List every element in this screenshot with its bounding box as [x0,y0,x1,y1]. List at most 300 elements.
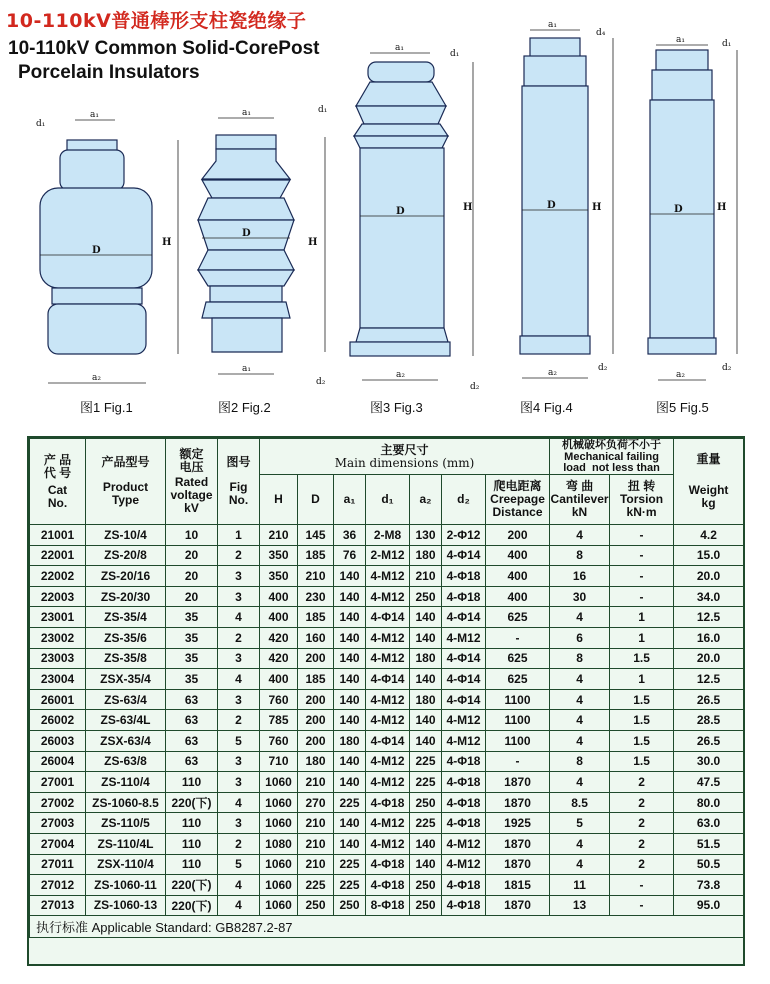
header-weight-cn: 重量 [696,452,721,466]
cell-product-type: ZS-63/4 [86,689,166,710]
cell-a2: 250 [410,792,442,813]
cell-torsion: - [610,545,674,566]
cell-creepage: 625 [486,607,550,628]
cell-D: 210 [298,566,334,587]
cell-product-type: ZS-1060-11 [86,875,166,896]
fig3-d2-label: d₂ [470,382,480,392]
cell-rated-voltage: 63 [166,751,218,772]
cell-a2: 225 [410,751,442,772]
cell-creepage: 625 [486,648,550,669]
cell-product-type: ZS-1060-8.5 [86,792,166,813]
cell-d1: 4-Φ18 [366,875,410,896]
cell-d2: 4-M12 [442,730,486,751]
cell-cantilever: 8 [550,751,610,772]
cell-d2: 4-M12 [442,710,486,731]
cell-rated-voltage: 20 [166,586,218,607]
fig1-a2-label: a₂ [92,373,101,383]
cell-a1: 140 [334,607,366,628]
cell-a1: 140 [334,710,366,731]
fig4-d2-label: d₂ [598,363,608,373]
cell-a1: 140 [334,648,366,669]
header-product-en: Product Type [102,480,149,507]
cell-d2: 4-Φ18 [442,566,486,587]
cell-d1: 2-M12 [366,545,410,566]
fig4-d4-label: d₄ [596,28,606,38]
cell-D: 160 [298,627,334,648]
cell-rated-voltage: 63 [166,710,218,731]
cell-creepage: 1870 [486,895,550,916]
cell-cantilever: 8 [550,545,610,566]
cell-a2: 180 [410,545,442,566]
cell-weight: 28.5 [674,710,744,731]
figure-4-caption: 图4 Fig.4 [520,400,573,415]
cell-weight: 34.0 [674,586,744,607]
cell-a1: 140 [334,566,366,587]
header-voltage-en: Rated voltage kV [170,475,213,515]
cell-H: 350 [260,566,298,587]
fig5-a2-label: a₂ [676,370,685,380]
cell-a1: 140 [334,627,366,648]
cell-cat-no: 23003 [30,648,86,669]
cell-D: 145 [298,525,334,546]
cell-H: 1060 [260,895,298,916]
cell-d2: 4-Φ18 [442,772,486,793]
cell-fig-no: 3 [218,648,260,669]
cell-a2: 140 [410,669,442,690]
cell-weight: 16.0 [674,627,744,648]
cell-d2: 4-M12 [442,833,486,854]
header-creep-en: Creepage Distance [490,492,545,519]
fig1-H-label: H [162,237,172,248]
cell-cantilever: 16 [550,566,610,587]
cell-fig-no: 4 [218,669,260,690]
cell-cat-no: 22001 [30,545,86,566]
applicable-standard: 执行标准 Applicable Standard: GB8287.2-87 [30,916,744,938]
cell-d2: 4-Φ18 [442,875,486,896]
fig3-H-label: H [463,202,473,213]
header-weight-en: Weight kg [688,483,729,510]
cell-d2: 4-Φ14 [442,545,486,566]
cell-H: 420 [260,627,298,648]
cell-d1: 4-M12 [366,566,410,587]
cell-torsion: - [610,895,674,916]
header-cant-cn: 弯 曲 [565,479,594,493]
cell-creepage: - [486,627,550,648]
cell-cat-no: 23004 [30,669,86,690]
header-d2: d₂ [442,475,486,525]
cell-H: 760 [260,689,298,710]
table-row [30,875,744,896]
header-cat-no [30,439,86,525]
cell-cantilever: 4 [550,607,610,628]
cell-d1: 4-Φ18 [366,854,410,875]
cell-a1: 180 [334,730,366,751]
cell-fig-no: 2 [218,545,260,566]
table-row [30,833,744,854]
fig2-a1-label: a₁ [242,108,251,118]
cell-a2: 250 [410,895,442,916]
header-main-en: Main dimensions (mm) [334,455,475,470]
header-voltage-cn: 额定 电压 [179,447,204,474]
fig1-D-label: D [92,245,101,256]
cell-a1: 140 [334,813,366,834]
fig4-H-label: H [592,202,602,213]
header-mech-en: Mechanical failing load not less than [563,451,660,474]
cell-weight: 20.0 [674,648,744,669]
cell-product-type: ZS-1060-13 [86,895,166,916]
cell-fig-no: 4 [218,607,260,628]
cell-fig-no: 3 [218,586,260,607]
cell-D: 250 [298,895,334,916]
cell-a2: 250 [410,586,442,607]
cell-H: 1060 [260,854,298,875]
cell-creepage: 1815 [486,875,550,896]
cell-cantilever: 4 [550,854,610,875]
cell-product-type: ZS-20/16 [86,566,166,587]
cell-H: 1060 [260,772,298,793]
cell-cat-no: 27011 [30,854,86,875]
fig2-D-label: D [242,228,251,239]
cell-a2: 225 [410,772,442,793]
cell-product-type: ZS-35/8 [86,648,166,669]
cell-fig-no: 5 [218,730,260,751]
fig4-D-label: D [547,200,556,211]
cell-d1: 4-Φ14 [366,730,410,751]
cell-product-type: ZS-63/8 [86,751,166,772]
cell-a2: 140 [410,607,442,628]
header-mech-cn: 机械破坏负荷不小于 [562,439,662,451]
cell-cat-no: 26003 [30,730,86,751]
cell-a2: 140 [410,854,442,875]
cell-H: 785 [260,710,298,731]
cell-cantilever: 4 [550,689,610,710]
cell-fig-no: 5 [218,854,260,875]
cell-D: 225 [298,875,334,896]
header-creep-cn: 爬电距离 [493,479,542,493]
header-d1: d₁ [366,475,410,525]
cell-fig-no: 1 [218,525,260,546]
figure-5-drawing [648,50,716,354]
cell-H: 1060 [260,813,298,834]
cell-cantilever: 4 [550,525,610,546]
cell-a1: 140 [334,689,366,710]
cell-d2: 4-M12 [442,854,486,875]
header-product-type [86,439,166,525]
table-row [30,566,744,587]
cell-cantilever: 4 [550,730,610,751]
cell-H: 350 [260,545,298,566]
cell-rated-voltage: 220(下) [166,895,218,916]
fig3-a2-label: a₂ [396,370,405,380]
cell-a1: 225 [334,875,366,896]
cell-fig-no: 2 [218,627,260,648]
cell-d2: 4-Φ14 [442,689,486,710]
cell-cat-no: 22003 [30,586,86,607]
cell-H: 1060 [260,792,298,813]
cell-rated-voltage: 35 [166,648,218,669]
cell-weight: 50.5 [674,854,744,875]
cell-fig-no: 2 [218,833,260,854]
cell-d1: 4-M12 [366,648,410,669]
cell-a1: 225 [334,854,366,875]
cell-cat-no: 27013 [30,895,86,916]
fig4-a2-label: a₂ [548,368,557,378]
cell-weight: 26.5 [674,689,744,710]
insulator-drawings [0,0,770,430]
cell-a1: 140 [334,751,366,772]
cell-H: 400 [260,607,298,628]
figure-2-caption: 图2 Fig.2 [218,400,271,415]
cell-d1: 4-Φ18 [366,792,410,813]
header-mechanical-load [550,439,674,475]
header-a1: a₁ [334,475,366,525]
figure-1-caption: 图1 Fig.1 [80,400,133,415]
cell-rated-voltage: 35 [166,627,218,648]
table-row [30,627,744,648]
fig5-D-label: D [674,204,683,215]
cell-d1: 4-M12 [366,833,410,854]
cell-torsion: - [610,875,674,896]
cell-torsion: 1.5 [610,751,674,772]
cell-fig-no: 4 [218,875,260,896]
cell-d2: 4-Φ18 [442,813,486,834]
cell-cat-no: 27001 [30,772,86,793]
cell-D: 210 [298,772,334,793]
fig5-d1-label: d₁ [722,39,732,49]
cell-weight: 51.5 [674,833,744,854]
cell-rated-voltage: 110 [166,854,218,875]
cell-a2: 140 [410,627,442,648]
cell-weight: 73.8 [674,875,744,896]
figure-2-drawing [198,135,294,352]
header-product-cn: 产品型号 [101,455,150,469]
cell-weight: 4.2 [674,525,744,546]
cell-a2: 130 [410,525,442,546]
cell-rated-voltage: 110 [166,772,218,793]
header-weight [674,439,744,525]
header-rated-voltage [166,439,218,525]
cell-a2: 180 [410,648,442,669]
cell-weight: 12.5 [674,607,744,628]
cell-creepage: 1870 [486,854,550,875]
cell-a1: 76 [334,545,366,566]
cell-weight: 20.0 [674,566,744,587]
cell-torsion: 2 [610,854,674,875]
cell-weight: 47.5 [674,772,744,793]
cell-cantilever: 8.5 [550,792,610,813]
cell-D: 210 [298,833,334,854]
header-main-dimensions [260,439,550,475]
cell-torsion: - [610,586,674,607]
cell-cantilever: 5 [550,813,610,834]
table-row [30,669,744,690]
cell-product-type: ZS-63/4L [86,710,166,731]
cell-d1: 4-M12 [366,813,410,834]
cell-weight: 80.0 [674,792,744,813]
cell-D: 185 [298,607,334,628]
cell-D: 230 [298,586,334,607]
cell-D: 210 [298,854,334,875]
cell-D: 270 [298,792,334,813]
cell-product-type: ZS-110/5 [86,813,166,834]
cell-torsion: - [610,525,674,546]
cell-torsion: 2 [610,813,674,834]
cell-product-type: ZS-20/8 [86,545,166,566]
cell-d2: 4-Φ18 [442,751,486,772]
cell-creepage: 400 [486,545,550,566]
cell-d2: 4-Φ14 [442,669,486,690]
cell-D: 210 [298,813,334,834]
cell-rated-voltage: 35 [166,669,218,690]
cell-d1: 4-Φ14 [366,669,410,690]
cell-d1: 4-M12 [366,710,410,731]
cell-D: 200 [298,689,334,710]
cell-H: 1060 [260,875,298,896]
cell-d1: 4-M12 [366,586,410,607]
cell-cantilever: 6 [550,627,610,648]
cell-creepage: 1870 [486,833,550,854]
cell-a1: 225 [334,792,366,813]
table-row [30,525,744,546]
cell-torsion: 2 [610,772,674,793]
cell-fig-no: 3 [218,813,260,834]
cell-rated-voltage: 20 [166,566,218,587]
cell-product-type: ZSX-35/4 [86,669,166,690]
cell-creepage: 1870 [486,772,550,793]
table-row [30,751,744,772]
table-row [30,792,744,813]
cell-cat-no: 21001 [30,525,86,546]
cell-cantilever: 30 [550,586,610,607]
fig4-a1-label: a₁ [548,20,557,30]
cell-H: 420 [260,648,298,669]
cell-cantilever: 13 [550,895,610,916]
cell-D: 185 [298,669,334,690]
cell-rated-voltage: 110 [166,813,218,834]
cell-d1: 4-M12 [366,751,410,772]
cell-torsion: 1 [610,607,674,628]
table-row [30,607,744,628]
cell-a1: 250 [334,895,366,916]
cell-D: 200 [298,710,334,731]
cell-d1: 4-M12 [366,627,410,648]
cell-creepage: 200 [486,525,550,546]
fig1-a1-label: a₁ [90,110,99,120]
cell-d1: 4-M12 [366,772,410,793]
title-english-line1: 10-110kV Common Solid-CorePost [8,38,320,59]
table-row [30,730,744,751]
header-cant-en: Cantilever kN [550,492,609,519]
cell-cat-no: 23002 [30,627,86,648]
cell-d1: 2-M8 [366,525,410,546]
table-row [30,895,744,916]
cell-creepage: 1870 [486,792,550,813]
cell-d2: 4-Φ14 [442,648,486,669]
cell-fig-no: 3 [218,566,260,587]
cell-torsion: 2 [610,833,674,854]
cell-cat-no: 27003 [30,813,86,834]
cell-rated-voltage: 35 [166,607,218,628]
header-fig-cn: 图号 [226,455,251,469]
cell-creepage: 625 [486,669,550,690]
header-H: H [260,475,298,525]
cell-a2: 225 [410,813,442,834]
fig3-D-label: D [396,206,405,217]
cell-creepage: 1100 [486,730,550,751]
fig2-a1-bottom-label: a₁ [242,364,251,374]
cell-torsion: 1.5 [610,710,674,731]
cell-rated-voltage: 220(下) [166,792,218,813]
cell-fig-no: 3 [218,772,260,793]
figure-3-caption: 图3 Fig.3 [370,400,423,415]
cell-creepage: 1925 [486,813,550,834]
header-D: D [298,475,334,525]
cell-torsion: 1.5 [610,648,674,669]
cell-weight: 26.5 [674,730,744,751]
header-creepage [486,475,550,525]
figure-5-caption: 图5 Fig.5 [656,400,709,415]
cell-cantilever: 4 [550,669,610,690]
cell-cantilever: 4 [550,833,610,854]
cell-product-type: ZS-110/4L [86,833,166,854]
cell-product-type: ZSX-63/4 [86,730,166,751]
cell-cat-no: 27002 [30,792,86,813]
cell-cantilever: 4 [550,710,610,731]
cell-d1: 8-Φ18 [366,895,410,916]
cell-creepage: 400 [486,586,550,607]
table-row [30,545,744,566]
cell-d2: 4-Φ18 [442,792,486,813]
table-row [30,586,744,607]
cell-fig-no: 3 [218,751,260,772]
cell-rated-voltage: 110 [166,833,218,854]
table-row [30,772,744,793]
cell-cat-no: 26001 [30,689,86,710]
header-cantilever [550,475,610,525]
cell-weight: 15.0 [674,545,744,566]
cell-a1: 140 [334,772,366,793]
cell-a1: 140 [334,669,366,690]
table-row [30,648,744,669]
cell-torsion: 1 [610,627,674,648]
cell-cat-no: 27012 [30,875,86,896]
fig2-d2-label: d₂ [316,377,326,387]
figure-4-drawing [520,38,590,354]
title-english-line2: Porcelain Insulators [18,62,200,83]
cell-weight: 30.0 [674,751,744,772]
cell-torsion: 1.5 [610,689,674,710]
cell-H: 400 [260,669,298,690]
cell-H: 710 [260,751,298,772]
cell-torsion: 2 [610,792,674,813]
cell-d1: 4-Φ14 [366,607,410,628]
cell-torsion: 1.5 [610,730,674,751]
header-tors-cn: 扭 转 [627,479,656,493]
cell-a1: 36 [334,525,366,546]
cell-torsion: - [610,566,674,587]
cell-rated-voltage: 63 [166,689,218,710]
cell-creepage: 1100 [486,710,550,731]
cell-D: 185 [298,545,334,566]
cell-a2: 140 [410,730,442,751]
cell-D: 200 [298,730,334,751]
cell-H: 210 [260,525,298,546]
cell-d1: 4-M12 [366,689,410,710]
fig2-d1-label: d₁ [318,105,328,115]
cell-product-type: ZS-10/4 [86,525,166,546]
cell-fig-no: 3 [218,689,260,710]
cell-H: 760 [260,730,298,751]
